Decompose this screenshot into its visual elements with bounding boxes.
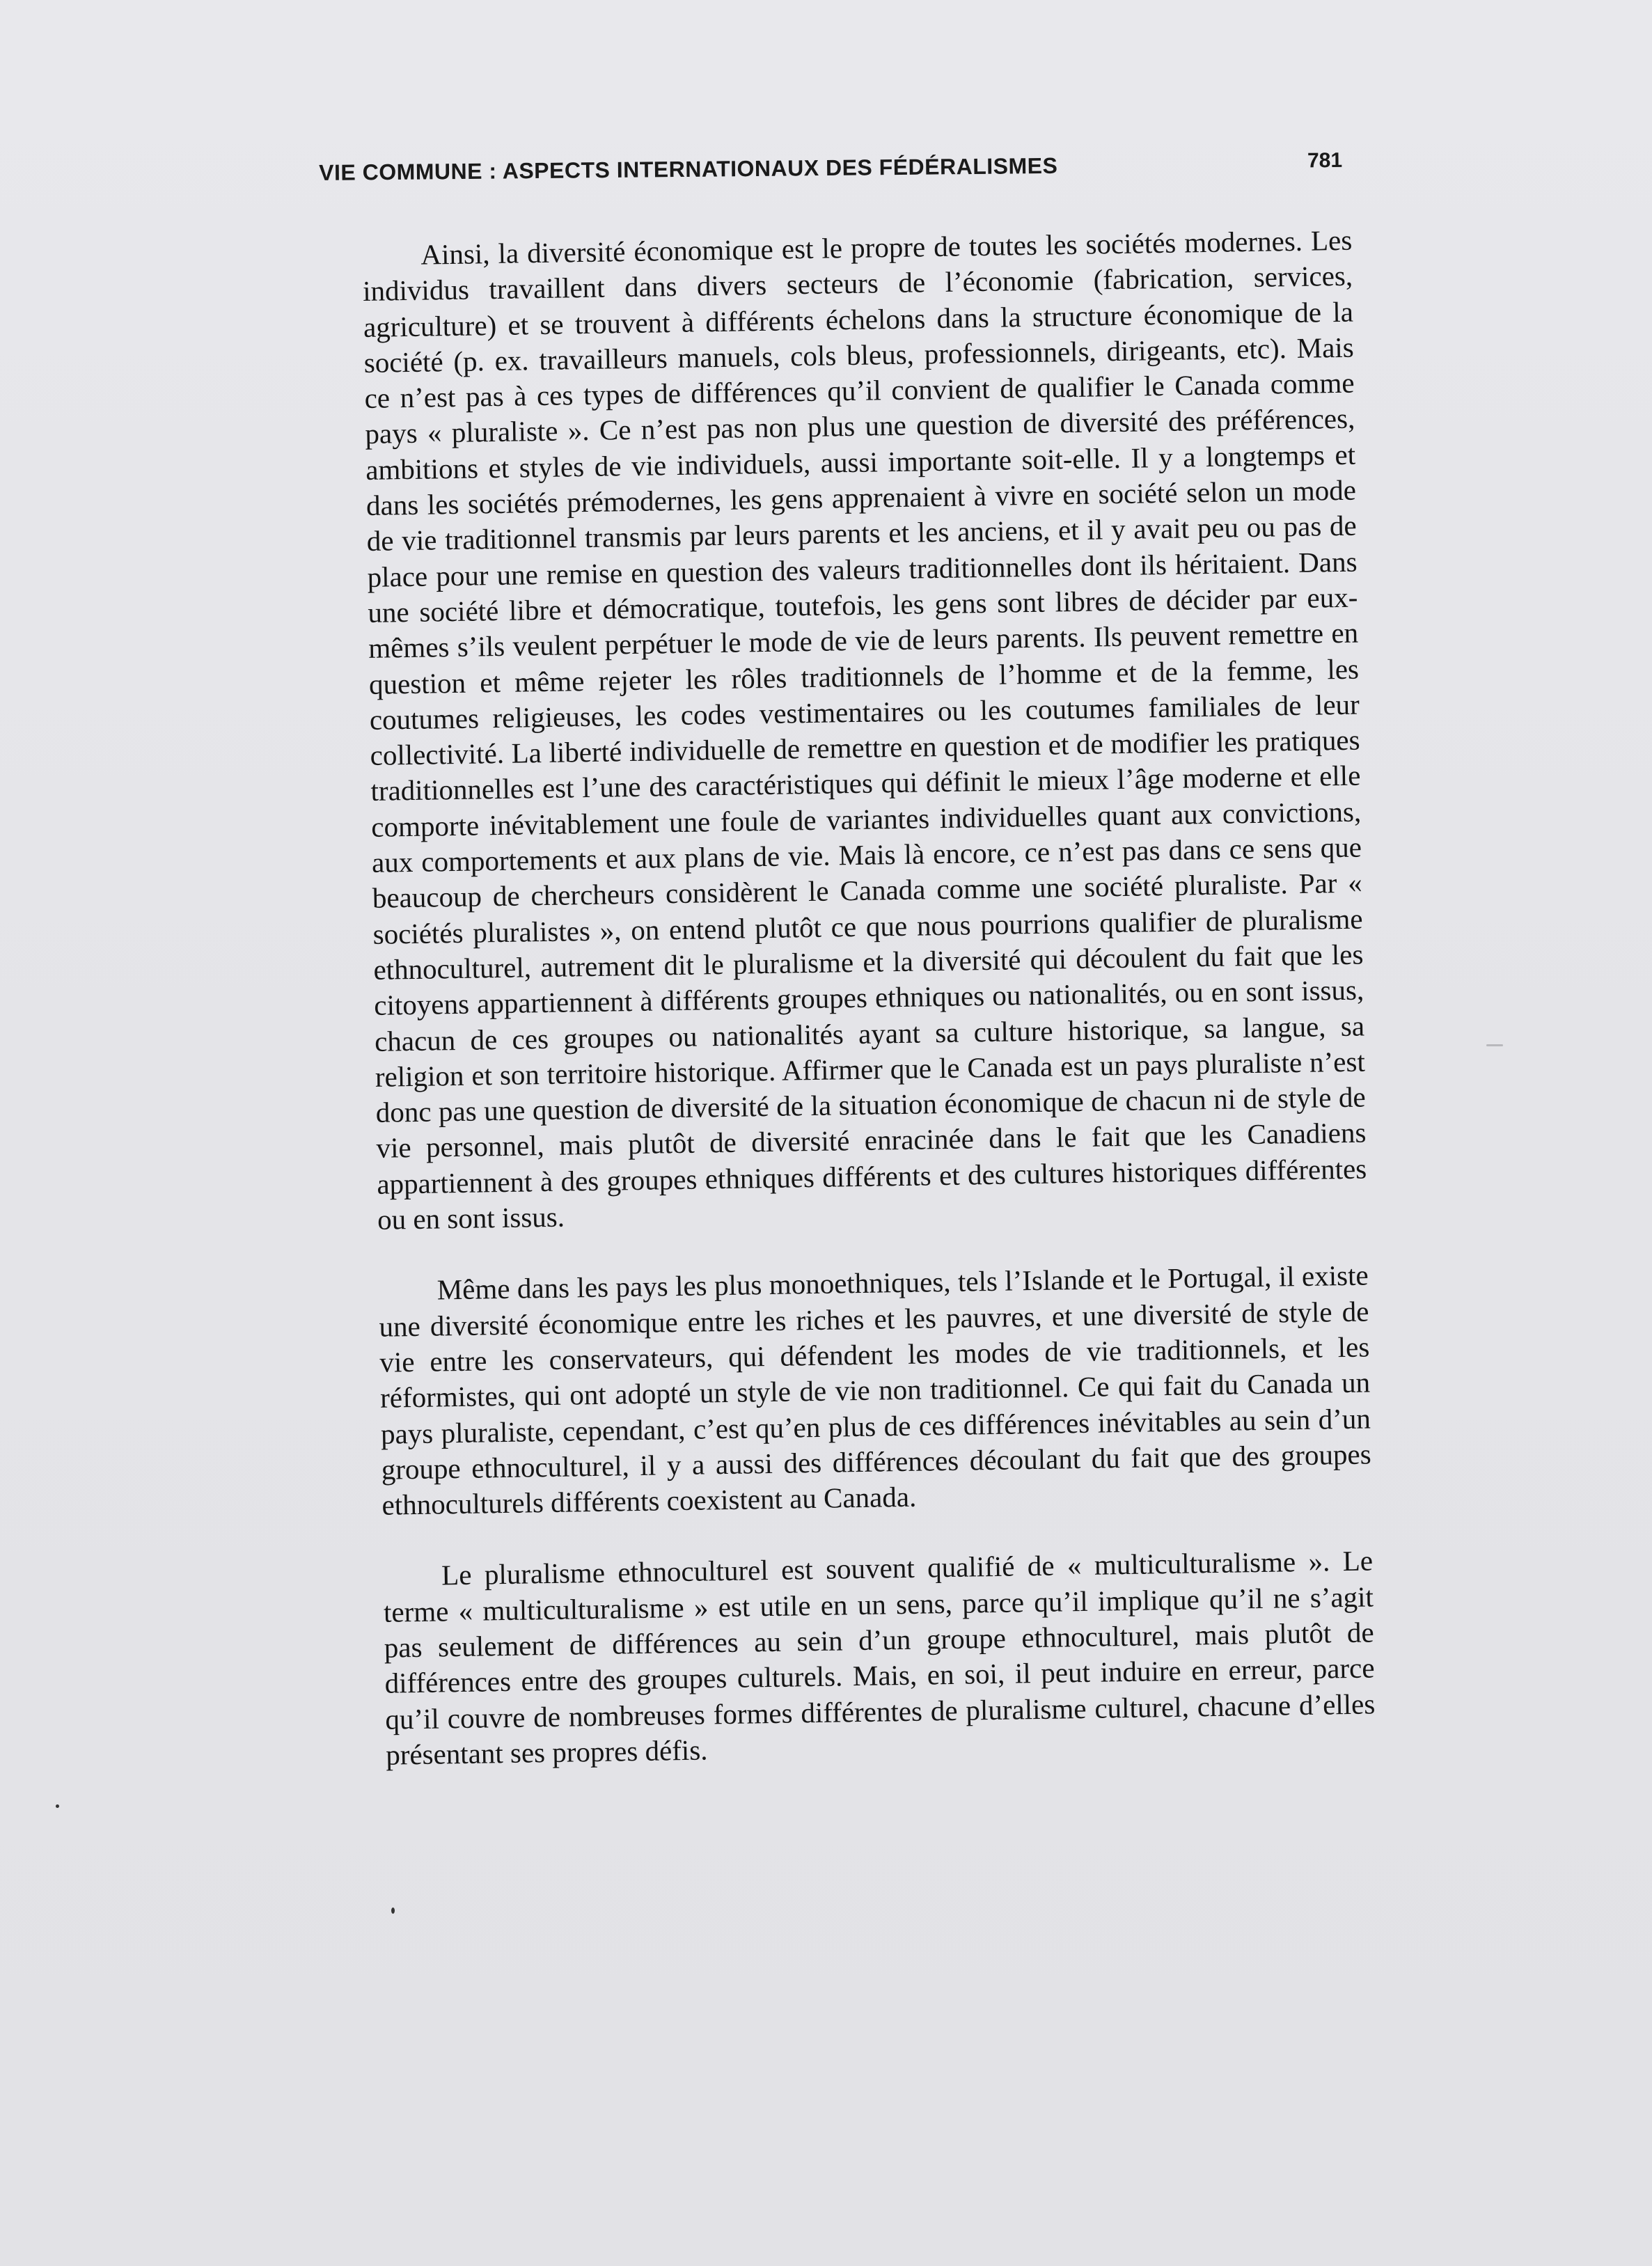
scan-speck xyxy=(56,1804,59,1808)
scan-speck xyxy=(1486,1044,1503,1046)
page-header xyxy=(319,150,1342,195)
body-text xyxy=(362,223,1376,1773)
paragraph-2: Même dans les pays les plus monoethniques, tels l’Islande et le Portugal, il existe une diversité économique entre les riches et les pauvres, et une diversité de style de vie entre les conservateurs, qui défendent les modes de vie traditionnels, et les réformistes, qui ont adopté un style de vie non traditionnel. Ce qui fait du Canada un pays pluraliste, cependant, c’est qu’en plus de ces différences inévitables au sein d’un groupe ethnoculturel, il y a aussi des différences découlant du fait que des groupes ethnoculturels différents coexistent au Canada. xyxy=(379,1259,1371,1521)
running-head: VIE COMMUNE : ASPECTS INTERNATIONAUX DES FÉDÉRALISMES xyxy=(319,152,1058,185)
scan-speck xyxy=(391,1907,395,1914)
page-number: 781 xyxy=(1307,148,1343,173)
paragraph-1: Ainsi, la diversité économique est le propre de toutes les sociétés modernes. Les individus travaillent dans divers secteurs de l’économie (fabrication, services, agriculture) et se trouvent à différents échelons dans la structure économique de la société (p. ex. travailleurs manuels, cols bleus, professionnels, dirigeants, etc). Mais ce n’est pas à ces types de différences qu’il convient de qualifier le Canada comme pays « pluraliste ». Ce n’est pas non plus une question de diversité des préférences, ambitions et styles de vie individuels, aussi importante soit-elle. Il y a longtemps et dans les sociétés prémodernes, les gens apprenaient à vivre en société selon un mode de vie traditionnel transmis par leurs parents et les anciens, et il y avait peu ou pas de place pour une remise en question des valeurs traditionnelles dont ils héritaient. Dans une société libre et démocratique, toutefois, les gens sont libres de décider par eux-mêmes s’ils veulent perpétuer le mode de vie de leurs parents. Ils peuvent remettre en question et même rejeter les rôles traditionnels de l’homme et de la femme, les coutumes religieuses, les codes vestimentaires ou les coutumes familiales de leur collectivité. La liberté individuelle de remettre en question et de modifier les pratiques traditionnelles est l’une des caractéristiques qui définit le mieux l’âge moderne et elle comporte inévitablement une foule de variantes individuelles quant aux convictions, aux comportements et aux plans de vie. Mais là encore, ce n’est pas dans ce sens que beaucoup de chercheurs considèrent le Canada comme une société pluraliste. Par « sociétés pluralistes », on entend plutôt ce que nous pourrions qualifier de pluralisme ethnoculturel, autrement dit le pluralisme et la diversité qui découlent du fait que les citoyens appartiennent à différents groupes ethniques ou nationalités, ou en sont issus, chacun de ces groupes ou nationalités ayant sa culture historique, sa langue, sa religion et son territoire historique. Affirmer que le Canada est un pays pluraliste n’est donc pas une question de diversité de la situation économique de chacun ni de style de vie personnel, mais plutôt de diversité enracinée dans le fait que les Canadiens appartiennent à des groupes ethniques différents et des cultures historiques différentes ou en sont issus. xyxy=(362,223,1367,1236)
paragraph-3: Le pluralisme ethnoculturel est souvent qualifié de « multiculturalisme ». Le terme « multiculturalisme » est utile en un sens, parce qu’il implique qu’il ne s’agit pas seulement de différences au sein d’un groupe ethnoculturel, mais plutôt de différences entre des groupes culturels. Mais, en soi, il peut induire en erreur, parce qu’il couvre de nombreuses formes différentes de pluralisme culturel, chacune d’elles présentant ses propres défis. xyxy=(383,1544,1376,1771)
